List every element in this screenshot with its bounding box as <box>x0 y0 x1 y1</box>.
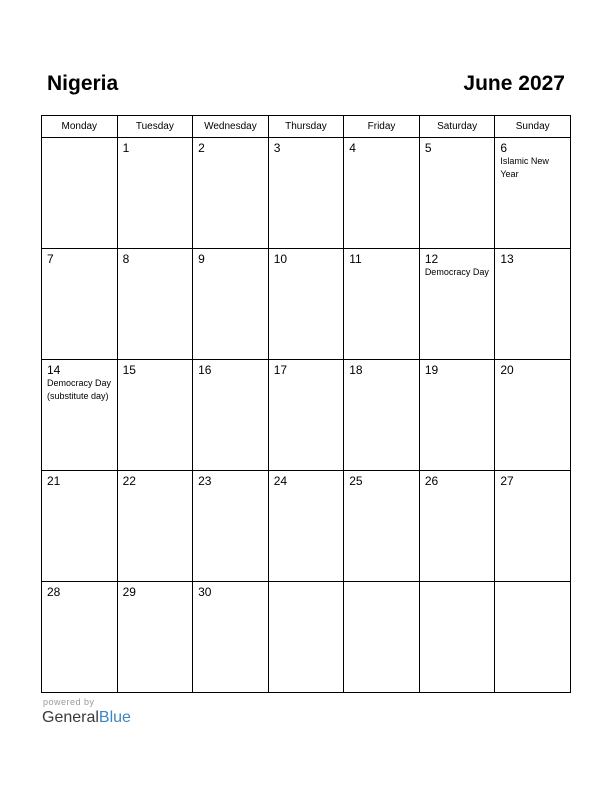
day-number: 19 <box>424 363 439 377</box>
day-cell <box>193 582 269 693</box>
day-cell <box>193 360 269 471</box>
day-cell <box>495 471 571 582</box>
day-number: 2 <box>198 141 205 155</box>
day-number: 12 <box>424 252 439 266</box>
day-cell <box>344 249 420 360</box>
month-title: June 2027 <box>463 72 565 95</box>
day-cell <box>344 138 420 249</box>
day-cell <box>117 138 193 249</box>
day-cell <box>419 471 495 582</box>
brand-name-general: General <box>42 709 99 726</box>
day-number <box>269 582 344 585</box>
day-cell <box>344 471 420 582</box>
day-number: 4 <box>349 141 356 155</box>
day-number: 15 <box>122 363 136 377</box>
day-cell <box>268 582 344 693</box>
day-number: 21 <box>47 474 61 488</box>
day-number: 11 <box>349 252 362 266</box>
day-cell <box>419 582 495 693</box>
week-row <box>42 138 571 249</box>
day-number: 1 <box>122 141 130 155</box>
weekday-header: Monday <box>42 116 118 138</box>
brand-name-blue: Blue <box>98 709 131 726</box>
day-cell <box>193 471 269 582</box>
calendar-grid <box>41 115 571 693</box>
day-cell <box>42 138 118 249</box>
day-number <box>495 582 570 585</box>
week-row <box>42 582 571 693</box>
day-cell <box>42 249 118 360</box>
day-number: 5 <box>424 141 432 155</box>
week-row <box>42 471 571 582</box>
day-number: 20 <box>500 363 514 377</box>
weekday-header: Sunday <box>495 116 571 138</box>
day-number: 26 <box>424 474 439 488</box>
day-number: 25 <box>349 474 363 488</box>
day-cell <box>419 138 495 249</box>
day-cell <box>495 360 571 471</box>
day-number: 7 <box>47 252 54 266</box>
powered-by-label: powered by <box>43 697 95 707</box>
day-cell <box>42 582 118 693</box>
day-number: 14 <box>47 363 61 377</box>
day-cell <box>495 249 571 360</box>
holiday-label: Islamic New Year <box>500 156 549 179</box>
day-number: 16 <box>198 363 212 377</box>
day-cell <box>268 360 344 471</box>
day-cell <box>193 249 269 360</box>
holiday-label: Democracy Day <box>424 267 489 277</box>
day-number <box>344 582 419 585</box>
weekday-header-row <box>42 116 571 138</box>
week-row <box>42 249 571 360</box>
day-number: 22 <box>122 474 136 488</box>
holiday-label: Democracy Day (substitute day) <box>47 378 112 401</box>
day-number: 13 <box>500 252 514 266</box>
country-title: Nigeria <box>47 72 119 95</box>
day-cell <box>344 360 420 471</box>
day-number: 17 <box>273 363 288 377</box>
day-number: 10 <box>273 252 288 266</box>
day-cell <box>495 582 571 693</box>
day-number: 9 <box>198 252 205 266</box>
weekday-header: Thursday <box>268 116 344 138</box>
day-cell <box>117 471 193 582</box>
day-number: 23 <box>198 474 212 488</box>
day-number <box>420 582 495 585</box>
day-number: 3 <box>273 141 281 155</box>
day-cell <box>42 360 118 471</box>
day-cell <box>117 360 193 471</box>
day-cell <box>193 138 269 249</box>
day-cell <box>419 360 495 471</box>
day-number: 8 <box>122 252 130 266</box>
day-cell <box>268 138 344 249</box>
day-cell <box>344 582 420 693</box>
day-cell <box>42 471 118 582</box>
day-cell <box>268 249 344 360</box>
day-number: 28 <box>47 585 61 599</box>
day-cell <box>419 249 495 360</box>
weekday-header: Saturday <box>419 116 495 138</box>
brand-logo[interactable] <box>42 708 131 728</box>
week-row <box>42 360 571 471</box>
weekday-header: Friday <box>344 116 420 138</box>
day-number: 29 <box>122 585 136 599</box>
day-number: 27 <box>500 474 514 488</box>
day-cell <box>117 582 193 693</box>
weekday-header: Wednesday <box>193 116 269 138</box>
day-number: 18 <box>349 363 363 377</box>
day-cell <box>268 471 344 582</box>
day-cell <box>495 138 571 249</box>
day-number: 6 <box>500 141 508 155</box>
day-number <box>42 138 117 141</box>
day-number: 24 <box>273 474 288 488</box>
weekday-header: Tuesday <box>117 116 193 138</box>
day-number: 30 <box>198 585 212 599</box>
day-cell <box>117 249 193 360</box>
